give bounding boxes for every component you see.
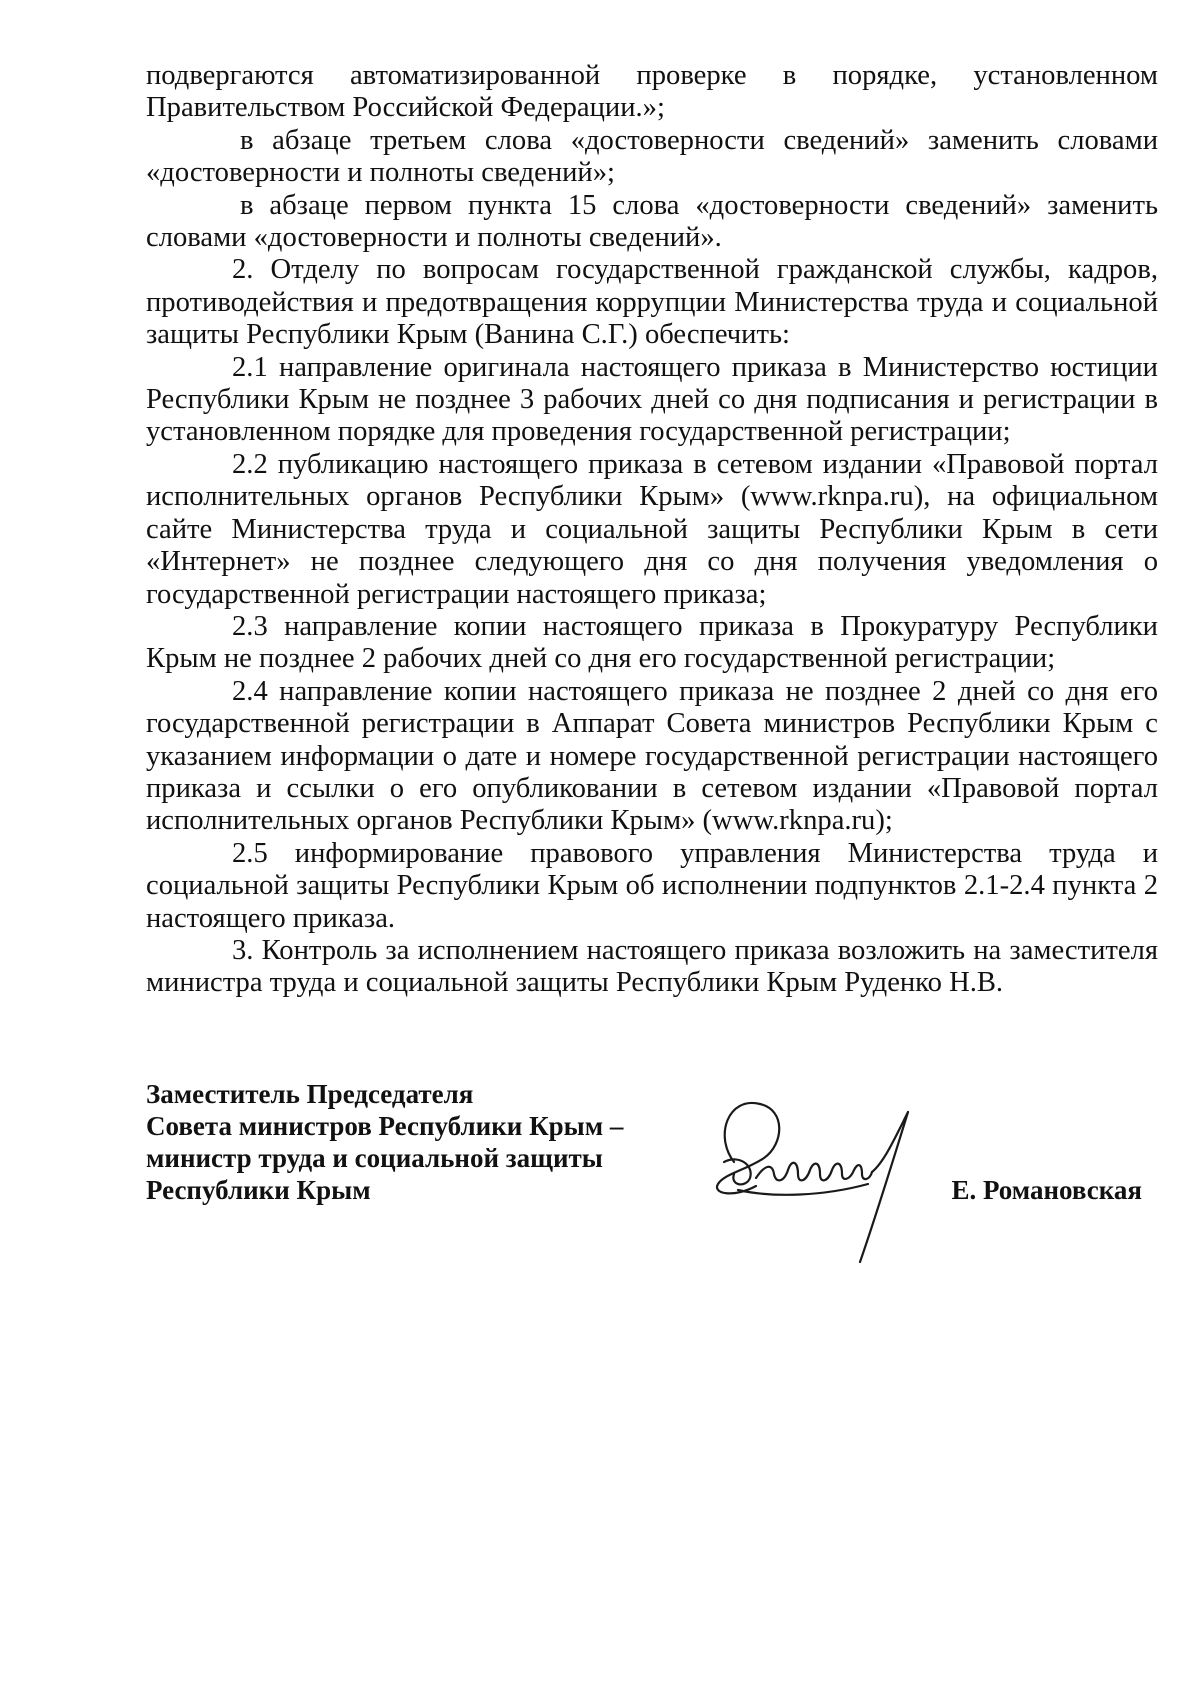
paragraph-amendment-fifteen: в абзаце первом пункта 15 слова «достоверности сведений» заменить словами «достоверности и полноты сведений». bbox=[146, 189, 1158, 254]
paragraph-item-2: 2. Отделу по вопросам государственной гражданской службы, кадров, противодействия и предотвращения коррупции Министерства труда и социальной защиты Республики Крым (Ванина С.Г.) обеспечить: bbox=[146, 254, 1158, 351]
paragraph-item-2-4: 2.4 направление копии настоящего приказа не позднее 2 дней со дня его государственной регистрации в Аппарат Совета министров Республики Крым с указанием информации о дате и номере государственной регистрации настоящего приказа и ссылки о его опубликовании в сетевом издании «Правовой портал исполнительных органов Республики Крым» (www.rknpa.ru); bbox=[146, 675, 1158, 837]
signatory-title-line: Совета министров Республики Крым – bbox=[146, 1111, 624, 1141]
signatory-title-line: Заместитель Председателя bbox=[146, 1079, 474, 1109]
document-body bbox=[146, 60, 1158, 1000]
paragraph-item-2-1: 2.1 направление оригинала настоящего приказа в Министерство юстиции Республики Крым не позднее 3 рабочих дней со дня подписания и регистрации в установленном порядке для проведения государственной регистрации; bbox=[146, 351, 1158, 448]
paragraph-item-3: 3. Контроль за исполнением настоящего приказа возложить на заместителя министра труда и социальной защиты Республики Крым Руденко Н.В. bbox=[146, 934, 1158, 999]
paragraph-item-2-5: 2.5 информирование правового управления Министерства труда и социальной защиты Республики Крым об исполнении подпунктов 2.1-2.4 пункта 2 настоящего приказа. bbox=[146, 837, 1158, 934]
paragraph-item-2-3: 2.3 направление копии настоящего приказа в Прокуратуру Республики Крым не позднее 2 рабочих дней со дня его государственной регистрации; bbox=[146, 610, 1158, 675]
signature-block bbox=[146, 1078, 1158, 1278]
handwritten-signature-icon bbox=[694, 1066, 954, 1266]
signatory-title bbox=[146, 1078, 706, 1206]
signatory-name: Е. Романовская bbox=[951, 1175, 1142, 1205]
signatory-title-line: Республики Крым bbox=[146, 1175, 371, 1205]
paragraph-continuation: подвергаются автоматизированной проверке в порядке, установленном Правительством Российской Федерации.»; bbox=[146, 60, 1158, 124]
paragraph-item-2-2: 2.2 публикацию настоящего приказа в сетевом издании «Правовой портал исполнительных органов Республики Крым» (www.rknpa.ru), на официальном сайте Министерства труда и социальной защиты Республики Крым в сети «Интернет» не позднее следующего дня со дня получения уведомления о государственной регистрации настоящего приказа; bbox=[146, 448, 1158, 610]
paragraph-amendment-third: в абзаце третьем слова «достоверности сведений» заменить словами «достоверности и полноты сведений»; bbox=[146, 124, 1158, 189]
signatory-title-line: министр труда и социальной защиты bbox=[146, 1143, 603, 1173]
